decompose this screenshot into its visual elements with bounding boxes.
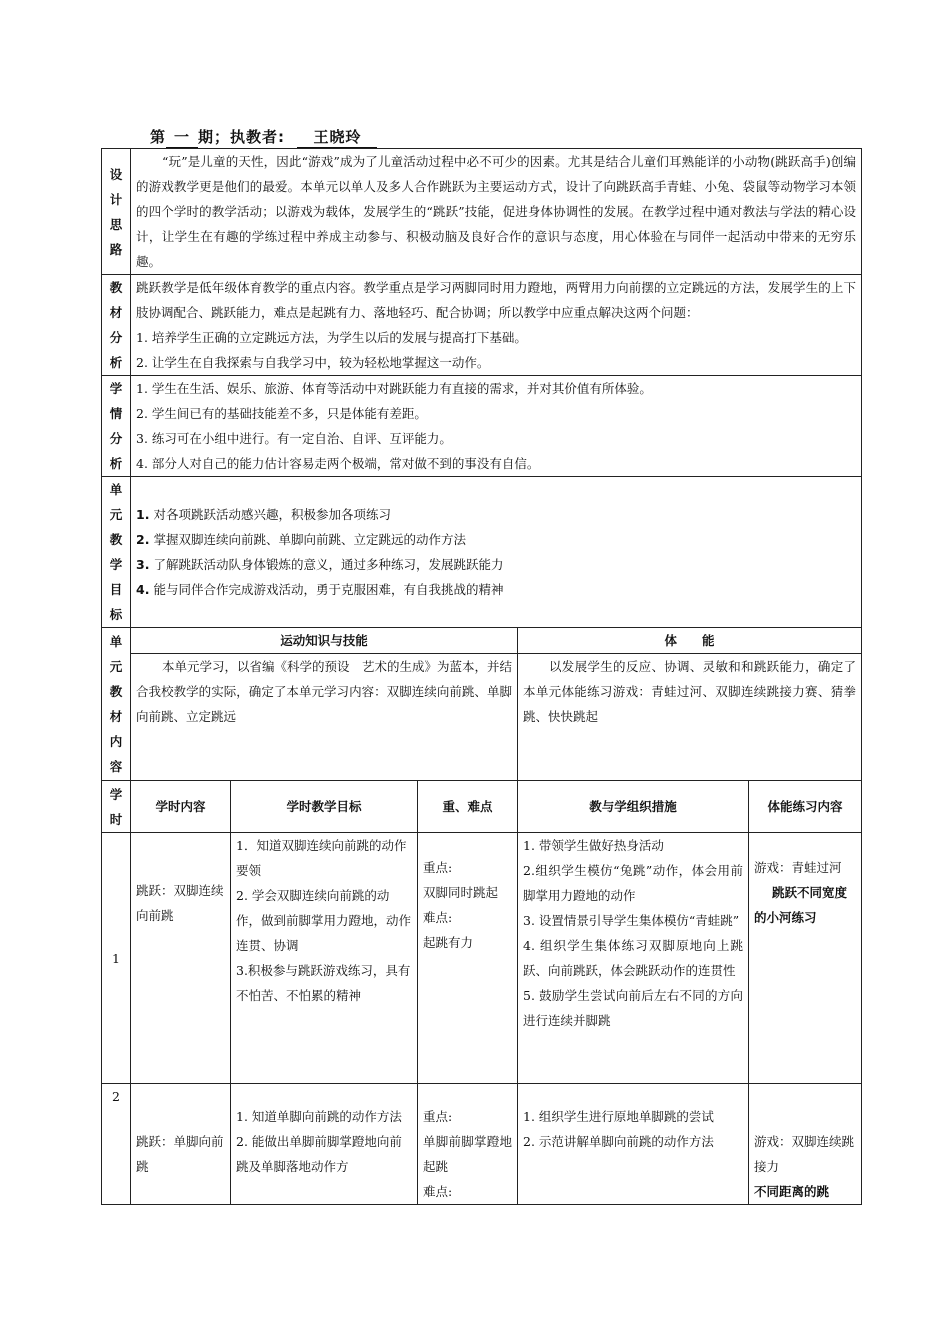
lesson-goals: 1. 知道单脚向前跳的动作方法 2. 能做出单脚前脚掌蹬地向前跳及单脚落地动作方 <box>231 1084 418 1205</box>
design-label: 设 计 思 路 <box>102 149 131 275</box>
goals-text-cell <box>131 477 862 628</box>
goal-item: 3. 了解跳跃活动队身体锻炼的意义，通过多种练习，发展跳跃能力 <box>136 557 504 572</box>
document-header <box>150 126 377 148</box>
design-text: “玩”是儿童的天性，因此“游戏”成为了儿童活动过程中必不可少的因素。尤其是结合儿童们耳熟能详的小动物(跳跃高手)创编的游戏教学更是他们的最爱。本单元以单人及多人合作跳跃为主要运动方式，设计了向跳跃高手青蛙、小兔、袋鼠等动物学习本领的四个学时的教学活动；以游戏为载体，发展学生的“跳跃”技能，促进身体协调性的发展。在教学过程中通对教法与学法的精心设计，让学生在有趣的学练过程中养成主动参与、积极动脑及良好合作的意识与态度，用心体验在与同伴一起活动中带来的无穷乐趣。 <box>136 154 857 269</box>
col-header: 重、难点 <box>418 781 518 833</box>
lesson-fitness: 游戏：双脚连续跳接力 不同距离的跳 <box>749 1084 862 1205</box>
goal-item: 1. 对各项跳跃活动感兴趣，积极参加各项练习 <box>136 507 391 522</box>
goal-item: 2. 掌握双脚连续向前跳、单脚向前跳、立定跳远的动作方法 <box>136 532 466 547</box>
col-header: 体能练习内容 <box>749 781 862 833</box>
material-item: 1. 培养学生正确的立定跳远方法，为学生以后的发展与提高打下基础。 <box>136 330 527 345</box>
content-label: 单 元 教 材 内 容 <box>102 628 131 781</box>
content-right-head: 体 能 <box>518 628 862 654</box>
lesson-num: 1 <box>102 833 131 1084</box>
lesson-num: 2 <box>102 1084 131 1205</box>
students-row <box>102 376 862 477</box>
lesson-fitness: 游戏：青蛙过河 跳跃不同宽度的小河练习 <box>749 833 862 1084</box>
goals-row <box>102 477 862 628</box>
content-right-cell <box>518 654 862 781</box>
goal-item: 4. 能与同伴合作完成游戏活动，勇于克服困难，有自我挑战的精神 <box>136 582 504 597</box>
header-period: 一 <box>166 126 198 148</box>
design-text-cell <box>131 149 862 275</box>
students-item: 4. 部分人对自己的能力估计容易走两个极端，常对做不到的事没有自信。 <box>136 456 540 471</box>
material-text: 跳跃教学是低年级体育教学的重点内容。教学重点是学习两脚同时用力蹬地，两臂用力向前摆的立定跳远的方法，发展学生的上下肢协调配合、跳跃能力，难点是起跳有力、落地轻巧、配合协调；所以教学中应重点解决这两个问题： <box>136 280 857 320</box>
lesson-goals: 1．知道双脚连续向前跳的动作要领 2. 学会双脚连续向前跳的动作，做到前脚掌用力蹬地，动作连贯、协调 3.积极参与跳跃游戏练习，具有不怕苦、不怕累的精神 <box>231 833 418 1084</box>
content-head-row <box>102 628 862 654</box>
students-item: 2. 学生间已有的基础技能差不多，只是体能有差距。 <box>136 406 427 421</box>
lesson-measures: 1. 带领学生做好热身活动 2.组织学生模仿“兔跳”动作，体会用前脚掌用力蹬地的动作 3. 设置情景引导学生集体模仿“青蛙跳” 4. 组织学生集体练习双脚原地向上跳跃、向前跳跃，体会跳跃动作的连贯性 5. 鼓励学生尝试向前后左右不同的方向进行连续并脚跳 <box>518 833 749 1084</box>
content-right-text: 以发展学生的反应、协调、灵敏和和跳跃能力，确定了本单元体能练习游戏：青蛙过河、双脚连续跳接力赛、猜拳跳、快快跳起 <box>523 659 857 724</box>
material-item: 2. 让学生在自我探索与自我学习中，较为轻松地掌握这一动作。 <box>136 355 490 370</box>
header-prefix: 第 <box>150 128 167 146</box>
col-header: 学时内容 <box>131 781 231 833</box>
content-body-row <box>102 654 862 781</box>
lesson-content: 跳跃：单脚向前跳 <box>131 1084 231 1205</box>
col-header: 学时教学目标 <box>231 781 418 833</box>
content-left-text: 本单元学习，以省编《科学的预设 艺术的生成》为蓝本，并结合我校教学的实际，确定了本单元学习内容：双脚连续向前跳、单脚向前跳、立定跳远 <box>136 659 513 724</box>
students-item: 1. 学生在生活、娱乐、旅游、体育等活动中对跳跃能力有直接的需求，并对其价值有所体验。 <box>136 381 652 396</box>
table-row <box>102 833 862 1084</box>
lesson-measures: 1. 组织学生进行原地单脚跳的尝试 2. 示范讲解单脚向前跳的动作方法 <box>518 1084 749 1205</box>
header-mid: 期；执教者: <box>198 128 286 146</box>
goals-label: 单 元 教 学 目 标 <box>102 477 131 628</box>
lesson-key-points: 重点: 单脚前脚掌蹬地起跳 难点: <box>418 1084 518 1205</box>
content-left-cell <box>131 654 518 781</box>
header-teacher: 王晓玲 <box>297 126 377 148</box>
schedule-head-row <box>102 781 862 833</box>
lesson-plan-table <box>101 148 862 1205</box>
students-item: 3. 练习可在小组中进行。有一定自治、自评、互评能力。 <box>136 431 452 446</box>
schedule-label: 学 时 <box>102 781 131 833</box>
content-left-head: 运动知识与技能 <box>131 628 518 654</box>
students-label: 学 情 分 析 <box>102 376 131 477</box>
col-header: 教与学组织措施 <box>518 781 749 833</box>
design-row <box>102 149 862 275</box>
material-text-cell <box>131 275 862 376</box>
lesson-content: 跳跃：双脚连续向前跳 <box>131 833 231 1084</box>
table-row <box>102 1084 862 1205</box>
material-label: 教 材 分 析 <box>102 275 131 376</box>
students-text-cell <box>131 376 862 477</box>
material-row <box>102 275 862 376</box>
lesson-key-points: 重点: 双脚同时跳起 难点: 起跳有力 <box>418 833 518 1084</box>
